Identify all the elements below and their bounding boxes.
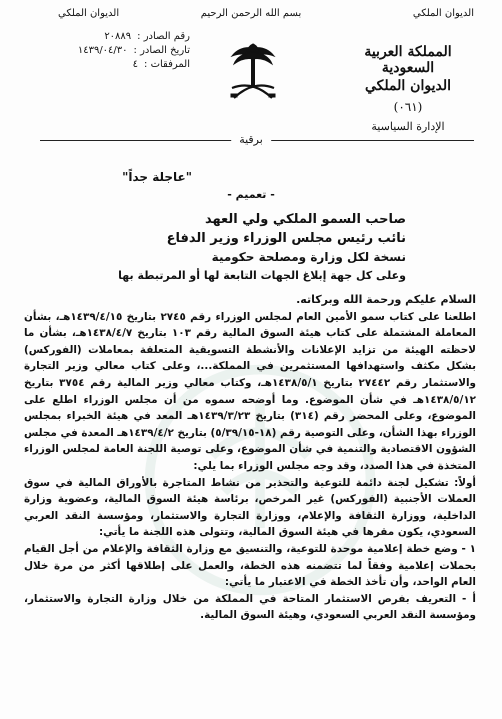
urgent-label: "عاجلة جداً" xyxy=(122,170,192,184)
attachments-count: ٤ xyxy=(132,59,139,70)
greeting: السلام عليكم ورحمة الله وبركاته. xyxy=(296,293,476,306)
ref-date-label: تاريخ الصادر : xyxy=(133,45,190,56)
paragraph: أولاً: تشكيل لجنة دائمة للتوعية والتحذير من نشاط المتاجرة بالأوراق المالية في سوق العملات الأجنبية (الفوركس) غير المرخص، برئاسة هيئة السوق المالية، وعضوية وزارة الداخلية، ووزارة الثقافة والإعلام، ووزارة التجارة والاستثمار، ومؤسسة النقد العربي السعودي، يكون مقرها في هيئة السوق المالية، وتتولى هذه اللجنة ما يأتي: xyxy=(24,476,476,539)
circular-title: - تعميم - xyxy=(227,188,275,201)
header-top-right: الديوان الملكي xyxy=(412,8,474,19)
royal-court-name: الديوان الملكي xyxy=(365,78,451,94)
reference-block xyxy=(70,30,190,72)
ref-number-row xyxy=(70,30,190,44)
ref-date: ١٤٣٩/٠٤/٣٠ xyxy=(77,45,128,56)
department-name: الإدارة السياسية xyxy=(371,120,445,133)
header-top-left: الديوان الملكي xyxy=(58,8,120,19)
cable-label: برقية xyxy=(231,133,271,146)
ref-date-row xyxy=(70,44,190,58)
ref-number: ٢٠٨٨٩ xyxy=(104,31,132,42)
paragraph: أ - التعريف بفرص الاستثمار المتاحة في المملكة من خلال وزارة التجارة والاستثمار، ومؤسسة النقد العربي السعودي، وهيئة السوق المالية. xyxy=(24,592,476,622)
attachments-row xyxy=(70,58,190,72)
kingdom-name: المملكة العربية السعودية xyxy=(364,44,452,76)
ref-number-label: رقم الصادر : xyxy=(137,31,190,42)
attachments-label: المرفقات : xyxy=(144,59,190,70)
addressee-line: صاحب السمو الملكي ولي العهد xyxy=(204,212,406,227)
addressee-line: نسخة لكل وزارة ومصلحة حكومية xyxy=(211,250,406,264)
saudi-emblem-icon xyxy=(226,42,280,104)
office-code: (٠٦١) xyxy=(393,100,423,114)
addressee-line: وعلى كل جهة إبلاغ الجهات التابعة لها أو المرتبطة بها xyxy=(118,269,406,282)
header-top-row xyxy=(0,8,502,24)
addressees xyxy=(76,210,406,285)
addressee-line: نائب رئيس مجلس الوزراء وزير الدفاع xyxy=(166,231,406,246)
paragraph: ١ - وضع خطة إعلامية موحدة للتوعية، والتنسيق مع وزارة الثقافة والإعلام من أجل القيام بحملات إعلامية وفقاً لما تتضمنه هذه الخطة، والعمل على إطلاقها أكثر من مرة خلال العام الواحد، وأن تأخذ الخطة في الاعتبار ما يأتي: xyxy=(24,542,476,589)
kingdom-header xyxy=(348,44,468,133)
letter-body xyxy=(24,292,476,624)
paragraph: اطلعنا على كتاب سمو الأمين العام لمجلس الوزراء رقم ٢٧٤٥ بتاريخ ١٤٣٩/٤/١٥هـ، بشأن المعاملة المشتملة على كتاب هيئة السوق المالية رقم ١٠٣ بتاريخ ١٤٣٨/٤/٧هـ، بشأن ما لاحظته الهيئة من تزايد الإعلانات والأنشطة التسويقية المتعلقة بمعاملات (الفوركس) بشكل مكثف واستهدافها المستثمرين في المملكة...، وعلى كتاب معالي وزير التجارة والاستثمار رقم ٢٧٤٤٢ بتاريخ ١٤٣٨/٥/١هـ، وكتاب معالي وزير المالية رقم ٣٧٥٤ بتاريخ ١٤٣٨/٥/١٢هـ في شأن الموضوع. وما أوضحه سموه من أن مجلس الوزراء اطلع على الموضوع، وعلى المحضر رقم (٣١٤) بتاريخ ١٤٣٩/٣/٢٣هـ المعد في هيئة الخبراء بمجلس الوزراء بهذا الشأن، وعلى التوصية رقم (١٨-٥/٣٩/١٥) بتاريخ ١٤٣٩/٤/٢هـ المعدة في مجلس الشؤون الاقتصادية والتنمية في شأن الموضوع، وعلى توصية اللجنة العامة لمجلس الوزراء المتخذة في هذا الصدد، وقد وجه مجلس الوزراء بما يلي: xyxy=(23,310,476,472)
bismillah: بسم الله الرحمن الرحيم xyxy=(200,8,302,19)
